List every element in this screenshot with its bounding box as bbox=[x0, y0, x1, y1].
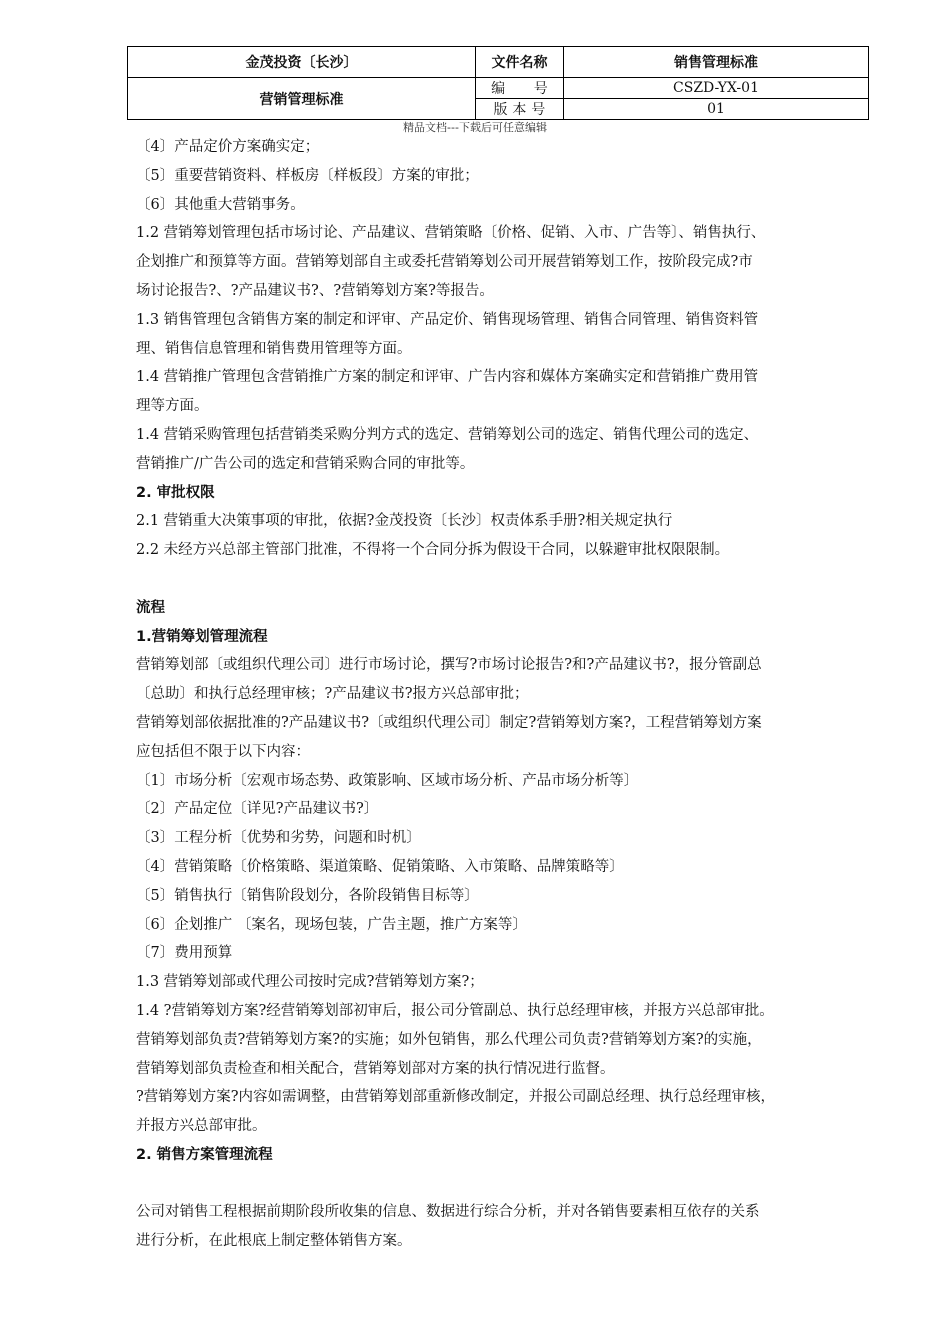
paragraph-line: 并报方兴总部审批。 bbox=[136, 1118, 267, 1135]
section-heading: 2. 销售方案管理流程 bbox=[136, 1146, 273, 1163]
paragraph-line: 〔6〕企划推广 〔案名，现场包装，广告主题，推广方案等〕 bbox=[136, 916, 527, 933]
paragraph-line: 〔4〕产品定价方案确实定； bbox=[136, 139, 320, 155]
paragraph-line: 〔4〕营销策略〔价格策略、渠道策略、促销策略、入市策略、品牌策略等〕 bbox=[136, 858, 624, 875]
section-heading: 流程 bbox=[136, 599, 165, 616]
document-header-table bbox=[127, 46, 869, 120]
paragraph-line: 营销推广/广告公司的选定和营销采购合同的审批等。 bbox=[136, 455, 475, 472]
version-label: 版 本 号 bbox=[476, 99, 564, 120]
document-body bbox=[136, 133, 871, 1256]
paragraph-line: 〔6〕其他重大营销事务。 bbox=[136, 196, 305, 213]
paragraph-line: 〔1〕市场分析〔宏观市场态势、政策影响、区域市场分析、产品市场分析等〕 bbox=[136, 772, 639, 789]
doc-name-label: 文件名称 bbox=[476, 47, 564, 78]
paragraph-line: 公司对销售工程根据前期阶段所收集的信息、数据进行综合分析，并对各销售要素相互依存的关系 bbox=[136, 1204, 760, 1221]
paragraph-line: 1.3 营销筹划部或代理公司按时完成?营销筹划方案?； bbox=[136, 974, 484, 991]
document-title: 营销管理标准 bbox=[128, 78, 476, 120]
paragraph-line: 进行分析，在此根底上制定整体销售方案。 bbox=[136, 1233, 412, 1250]
number-value: CSZD-YX-01 bbox=[564, 78, 869, 99]
paragraph-line: 〔总助〕和执行总经理审核；?产品建议书?报方兴总部审批； bbox=[136, 686, 529, 703]
paragraph-line: 1.4 营销推广管理包含营销推广方案的制定和评审、广告内容和媒体方案确实定和营销推广费用管 bbox=[136, 369, 759, 386]
paragraph-line: ?营销筹划方案?内容如需调整，由营销筹划部重新修改制定，并报公司副总经理、执行总经理审核， bbox=[136, 1089, 776, 1106]
paragraph-line: 1.4 ?营销筹划方案?经营销筹划部初审后，报公司分管副总、执行总经理审核，并报方兴总部审批。 bbox=[136, 1002, 774, 1019]
section-heading: 2. 审批权限 bbox=[136, 484, 215, 501]
paragraph-line: 〔3〕工程分析〔优势和劣势，问题和时机〕 bbox=[136, 830, 421, 847]
paragraph-line: 场讨论报告?、?产品建议书?、?营销筹划方案?等报告。 bbox=[136, 282, 494, 299]
paragraph-line: 1.2 营销筹划管理包括市场讨论、产品建议、营销策略〔价格、促销、入市、广告等〕、销售执行、 bbox=[136, 225, 766, 242]
paragraph-line: 企划推广和预算等方面。营销筹划部自主或委托营销筹划公司开展营销筹划工作，按阶段完成?市 bbox=[136, 254, 753, 271]
watermark-text: 精品文档---下载后可任意编辑 bbox=[403, 121, 547, 134]
blank-line bbox=[136, 565, 871, 594]
version-value: 01 bbox=[564, 99, 869, 120]
paragraph-line: 营销筹划部依据批准的?产品建议书?〔或组织代理公司〕制定?营销筹划方案?，工程营销筹划方案 bbox=[136, 714, 762, 731]
paragraph-line: 营销筹划部负责?营销筹划方案?的实施；如外包销售，那么代理公司负责?营销筹划方案?的实施， bbox=[136, 1031, 762, 1048]
paragraph-line: 〔5〕销售执行〔销售阶段划分，各阶段销售目标等〕 bbox=[136, 887, 479, 904]
paragraph-line: 1.3 销售管理包含销售方案的制定和评审、产品定价、销售现场管理、销售合同管理、销售资料管 bbox=[136, 311, 759, 328]
blank-line bbox=[136, 1170, 871, 1199]
paragraph-line: 营销筹划部〔或组织代理公司〕进行市场讨论，撰写?市场讨论报告?和?产品建议书?，报分管副总 bbox=[136, 657, 762, 674]
paragraph-line: 1.4 营销采购管理包括营销类采购分判方式的选定、营销筹划公司的选定、销售代理公司的选定、 bbox=[136, 426, 759, 443]
paragraph-line: 〔2〕产品定位〔详见?产品建议书?〕 bbox=[136, 801, 379, 818]
paragraph-line: 理等方面。 bbox=[136, 398, 209, 415]
doc-name-value: 销售管理标准 bbox=[564, 47, 869, 78]
paragraph-line: 〔7〕费用预算 bbox=[136, 945, 233, 962]
company-name: 金茂投资〔长沙〕 bbox=[128, 47, 476, 78]
number-label: 编 号 bbox=[476, 78, 564, 99]
section-heading: 1.营销筹划管理流程 bbox=[136, 628, 268, 645]
paragraph-line: 2.1 营销重大决策事项的审批，依据?金茂投资〔长沙〕权责体系手册?相关规定执行 bbox=[136, 513, 673, 530]
paragraph-line: 2.2 未经方兴总部主管部门批准，不得将一个合同分拆为假设干合同，以躲避审批权限限制。 bbox=[136, 542, 730, 559]
paragraph-line: 应包括但不限于以下内容： bbox=[136, 743, 310, 760]
paragraph-line: 营销筹划部负责检查和相关配合，营销筹划部对方案的执行情况进行监督。 bbox=[136, 1060, 615, 1077]
paragraph-line: 〔5〕重要营销资料、样板房〔样板段〕方案的审批； bbox=[136, 167, 479, 184]
paragraph-line: 理、销售信息管理和销售费用管理等方面。 bbox=[136, 340, 412, 357]
